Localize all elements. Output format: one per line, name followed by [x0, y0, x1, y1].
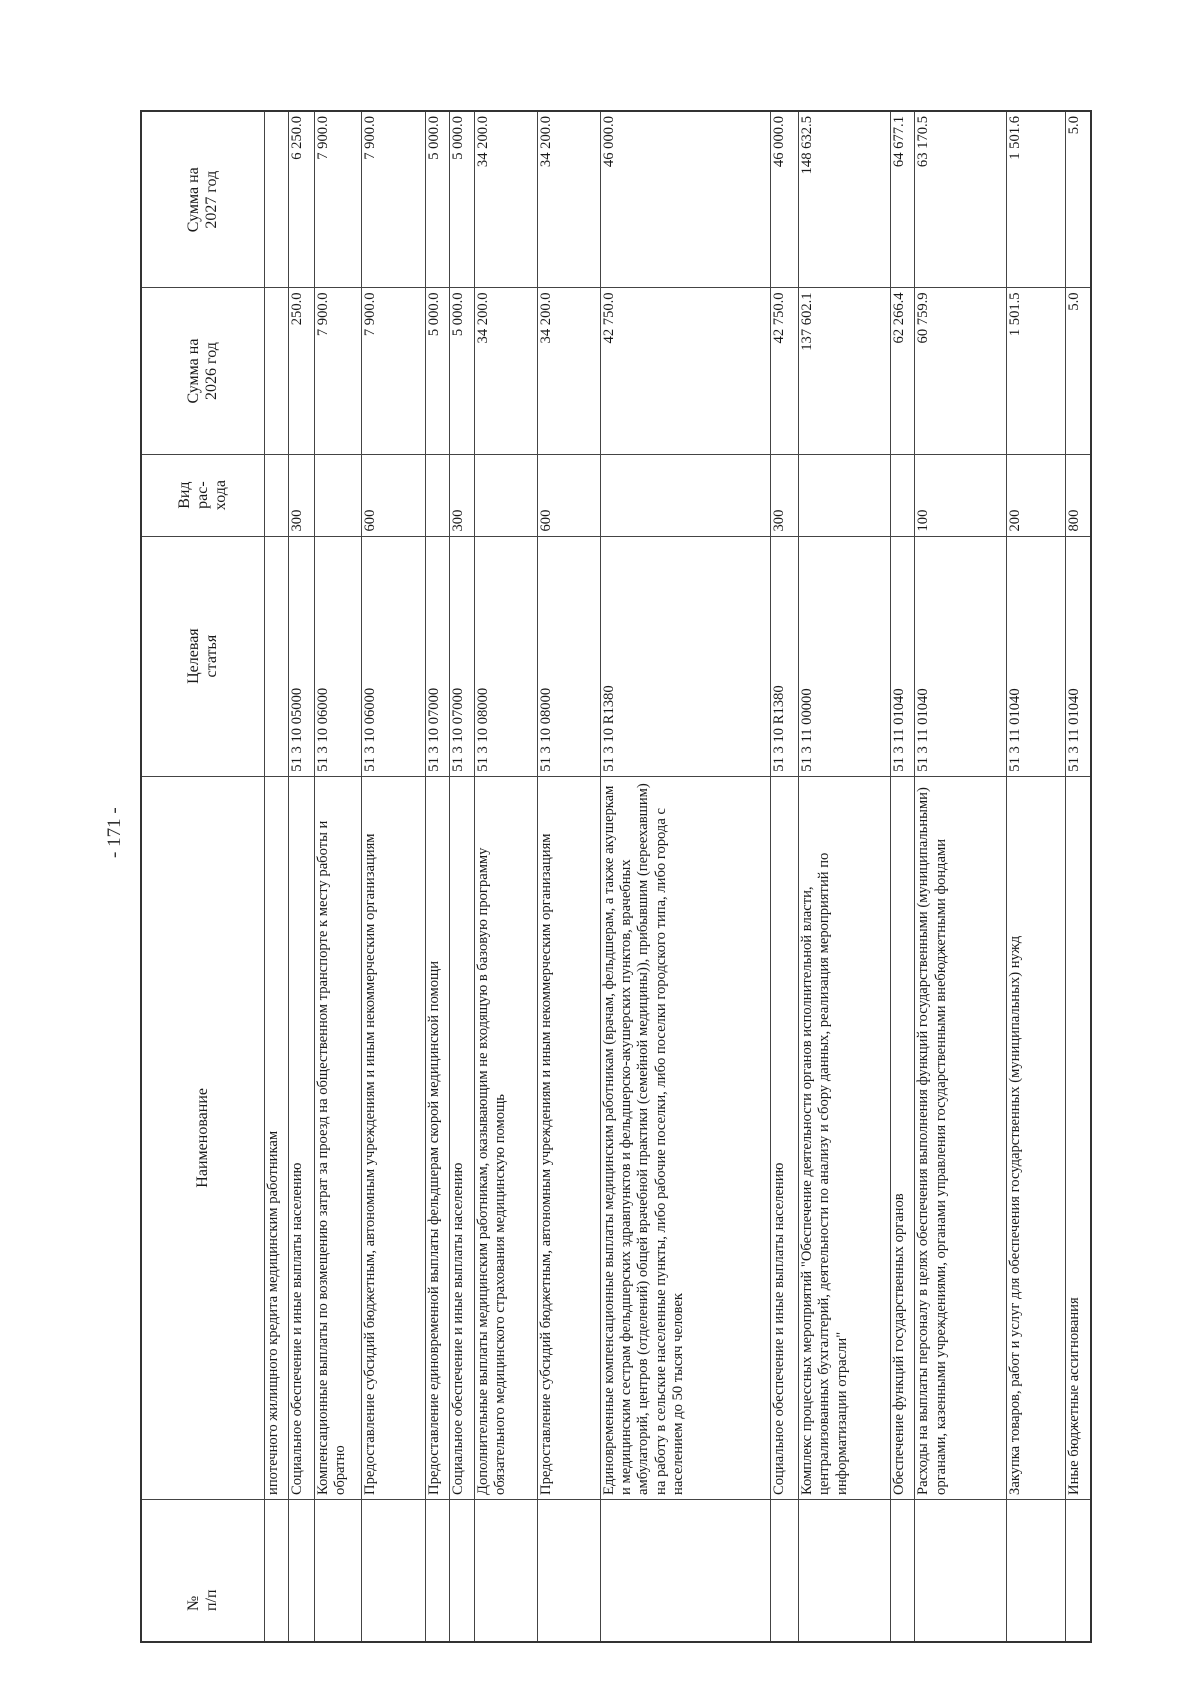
table-row — [890, 111, 915, 1642]
row-num — [770, 1499, 798, 1642]
row-target: 51 3 10 08000 — [475, 536, 538, 776]
row-sum2026: 137 602.1 — [798, 288, 890, 454]
row-target: 51 3 11 01040 — [915, 536, 1007, 776]
row-sum2027: 7 900.0 — [361, 111, 425, 288]
row-kind: 200 — [1007, 454, 1065, 536]
table-row — [450, 111, 475, 1642]
row-sum2027: 148 632.5 — [798, 111, 890, 288]
table-row — [1065, 111, 1091, 1642]
row-num — [1007, 1499, 1065, 1642]
row-kind: 800 — [1065, 454, 1091, 536]
row-target: 51 3 11 01040 — [1007, 536, 1065, 776]
row-kind — [600, 454, 770, 536]
table-row — [361, 111, 425, 1642]
table-row — [1007, 111, 1065, 1642]
row-name: Закупка товаров, работ и услуг для обеспечения государственных (муниципальных) нужд — [1007, 776, 1065, 1499]
row-target: 51 3 10 05000 — [289, 536, 315, 776]
row-name: Предоставление субсидий бюджетным, автономным учреждениям и иным некоммерческим организациям — [361, 776, 425, 1499]
row-num — [289, 1499, 315, 1642]
row-name: Расходы на выплаты персоналу в целях обеспечения выполнения функций государственными (муниципальными) органами, казенными учреждениями, органами управления государственными внебюджетными фондами — [915, 776, 1007, 1499]
row-name: ипотечного жилищного кредита медицинским работникам — [264, 776, 289, 1499]
row-target: 51 3 10 08000 — [537, 536, 600, 776]
row-sum2026: 42 750.0 — [770, 288, 798, 454]
row-kind — [314, 454, 361, 536]
row-target: 51 3 10 R1380 — [600, 536, 770, 776]
row-num — [915, 1499, 1007, 1642]
row-sum2026: 1 501.5 — [1007, 288, 1065, 454]
row-kind — [798, 454, 890, 536]
row-num — [314, 1499, 361, 1642]
table-row — [475, 111, 538, 1642]
row-kind: 300 — [770, 454, 798, 536]
row-target: 51 3 11 01040 — [1065, 536, 1091, 776]
table-row — [770, 111, 798, 1642]
header-name: Наименование — [141, 776, 264, 1499]
row-sum2026: 7 900.0 — [361, 288, 425, 454]
row-sum2027: 34 200.0 — [537, 111, 600, 288]
row-sum2026: 60 759.9 — [915, 288, 1007, 454]
table-row — [314, 111, 361, 1642]
row-sum2027: 6 250.0 — [289, 111, 315, 288]
row-num — [264, 1499, 289, 1642]
row-num — [361, 1499, 425, 1642]
row-num — [425, 1499, 450, 1642]
row-sum2027: 63 170.5 — [915, 111, 1007, 288]
header-row — [141, 111, 264, 1642]
row-sum2026: 34 200.0 — [537, 288, 600, 454]
row-kind: 600 — [361, 454, 425, 536]
row-sum2026: 5.0 — [1065, 288, 1091, 454]
row-sum2026: 42 750.0 — [600, 288, 770, 454]
row-name: Иные бюджетные ассигнования — [1065, 776, 1091, 1499]
row-sum2027: 5.0 — [1065, 111, 1091, 288]
row-name: Обеспечение функций государственных органов — [890, 776, 915, 1499]
row-num — [475, 1499, 538, 1642]
row-name: Социальное обеспечение и иные выплаты населению — [289, 776, 315, 1499]
row-sum2027: 5 000.0 — [450, 111, 475, 288]
row-name: Предоставление единовременной выплаты фельдшерам скорой медицинской помощи — [425, 776, 450, 1499]
page-number: - 171 - — [104, 807, 125, 858]
table-row — [425, 111, 450, 1642]
row-kind — [264, 454, 289, 536]
row-name: Предоставление субсидий бюджетным, автономным учреждениям и иным некоммерческим организациям — [537, 776, 600, 1499]
row-num — [890, 1499, 915, 1642]
row-num — [1065, 1499, 1091, 1642]
row-num — [798, 1499, 890, 1642]
row-sum2027: 46 000.0 — [600, 111, 770, 288]
table-row — [915, 111, 1007, 1642]
table-row — [537, 111, 600, 1642]
header-num: № п/п — [141, 1499, 264, 1642]
row-kind: 100 — [915, 454, 1007, 536]
row-sum2026: 5 000.0 — [450, 288, 475, 454]
row-sum2026: 5 000.0 — [425, 288, 450, 454]
row-target: 51 3 10 07000 — [450, 536, 475, 776]
row-target: 51 3 11 01040 — [890, 536, 915, 776]
row-kind — [890, 454, 915, 536]
table-row — [264, 111, 289, 1642]
budget-table — [140, 110, 1092, 1643]
row-kind: 300 — [450, 454, 475, 536]
row-sum2027: 1 501.6 — [1007, 111, 1065, 288]
row-target: 51 3 10 06000 — [314, 536, 361, 776]
row-target: 51 3 10 R1380 — [770, 536, 798, 776]
row-sum2027: 7 900.0 — [314, 111, 361, 288]
row-name: Компенсационные выплаты по возмещению затрат за проезд на общественном транспорте к месту работы и обратно — [314, 776, 361, 1499]
row-name: Дополнительные выплаты медицинским работникам, оказывающим не входящую в базовую программу обязательного медицинского страхования медицинскую помощь — [475, 776, 538, 1499]
row-sum2026: 7 900.0 — [314, 288, 361, 454]
row-target: 51 3 10 07000 — [425, 536, 450, 776]
row-sum2026 — [264, 288, 289, 454]
table-row — [289, 111, 315, 1642]
header-kind: Вид рас- хода — [141, 454, 264, 536]
row-sum2027: 46 000.0 — [770, 111, 798, 288]
row-sum2027: 5 000.0 — [425, 111, 450, 288]
row-num — [450, 1499, 475, 1642]
row-num — [537, 1499, 600, 1642]
row-sum2027: 34 200.0 — [475, 111, 538, 288]
header-sum2027: Сумма на 2027 год — [141, 111, 264, 288]
row-kind — [475, 454, 538, 536]
row-target — [264, 536, 289, 776]
row-num — [600, 1499, 770, 1642]
row-sum2027: 64 677.1 — [890, 111, 915, 288]
row-sum2026: 34 200.0 — [475, 288, 538, 454]
table-row — [600, 111, 770, 1642]
row-name: Единовременные компенсационные выплаты медицинским работникам (врачам, фельдшерам, а также акушеркам и медицинским сестрам фельдшерских здравпунктов и фельдшерско-акушерских пунктов, врачебных амбулаторий, центров (отделений) общей врачебной практики (семейной медицины)), прибывшим (переехавшим) на работу в сельские населенные пункты, либо рабочие поселки, либо поселки городского типа, либо города с населением до 50 тысяч человек — [600, 776, 770, 1499]
row-target: 51 3 10 06000 — [361, 536, 425, 776]
header-target: Целевая статья — [141, 536, 264, 776]
budget-table-container — [140, 110, 1092, 1643]
row-sum2027 — [264, 111, 289, 288]
row-target: 51 3 11 00000 — [798, 536, 890, 776]
row-name: Социальное обеспечение и иные выплаты населению — [450, 776, 475, 1499]
row-sum2026: 250.0 — [289, 288, 315, 454]
table-row — [798, 111, 890, 1642]
row-sum2026: 62 266.4 — [890, 288, 915, 454]
header-sum2026: Сумма на 2026 год — [141, 288, 264, 454]
row-kind — [425, 454, 450, 536]
row-kind: 300 — [289, 454, 315, 536]
row-name: Социальное обеспечение и иные выплаты населению — [770, 776, 798, 1499]
row-name: Комплекс процессных мероприятий "Обеспечение деятельности органов исполнительной власти, централизованных бухгалтерий, деятельности по анализу и сбору данных, реализация мероприятий по информатизации отрасли" — [798, 776, 890, 1499]
row-kind: 600 — [537, 454, 600, 536]
